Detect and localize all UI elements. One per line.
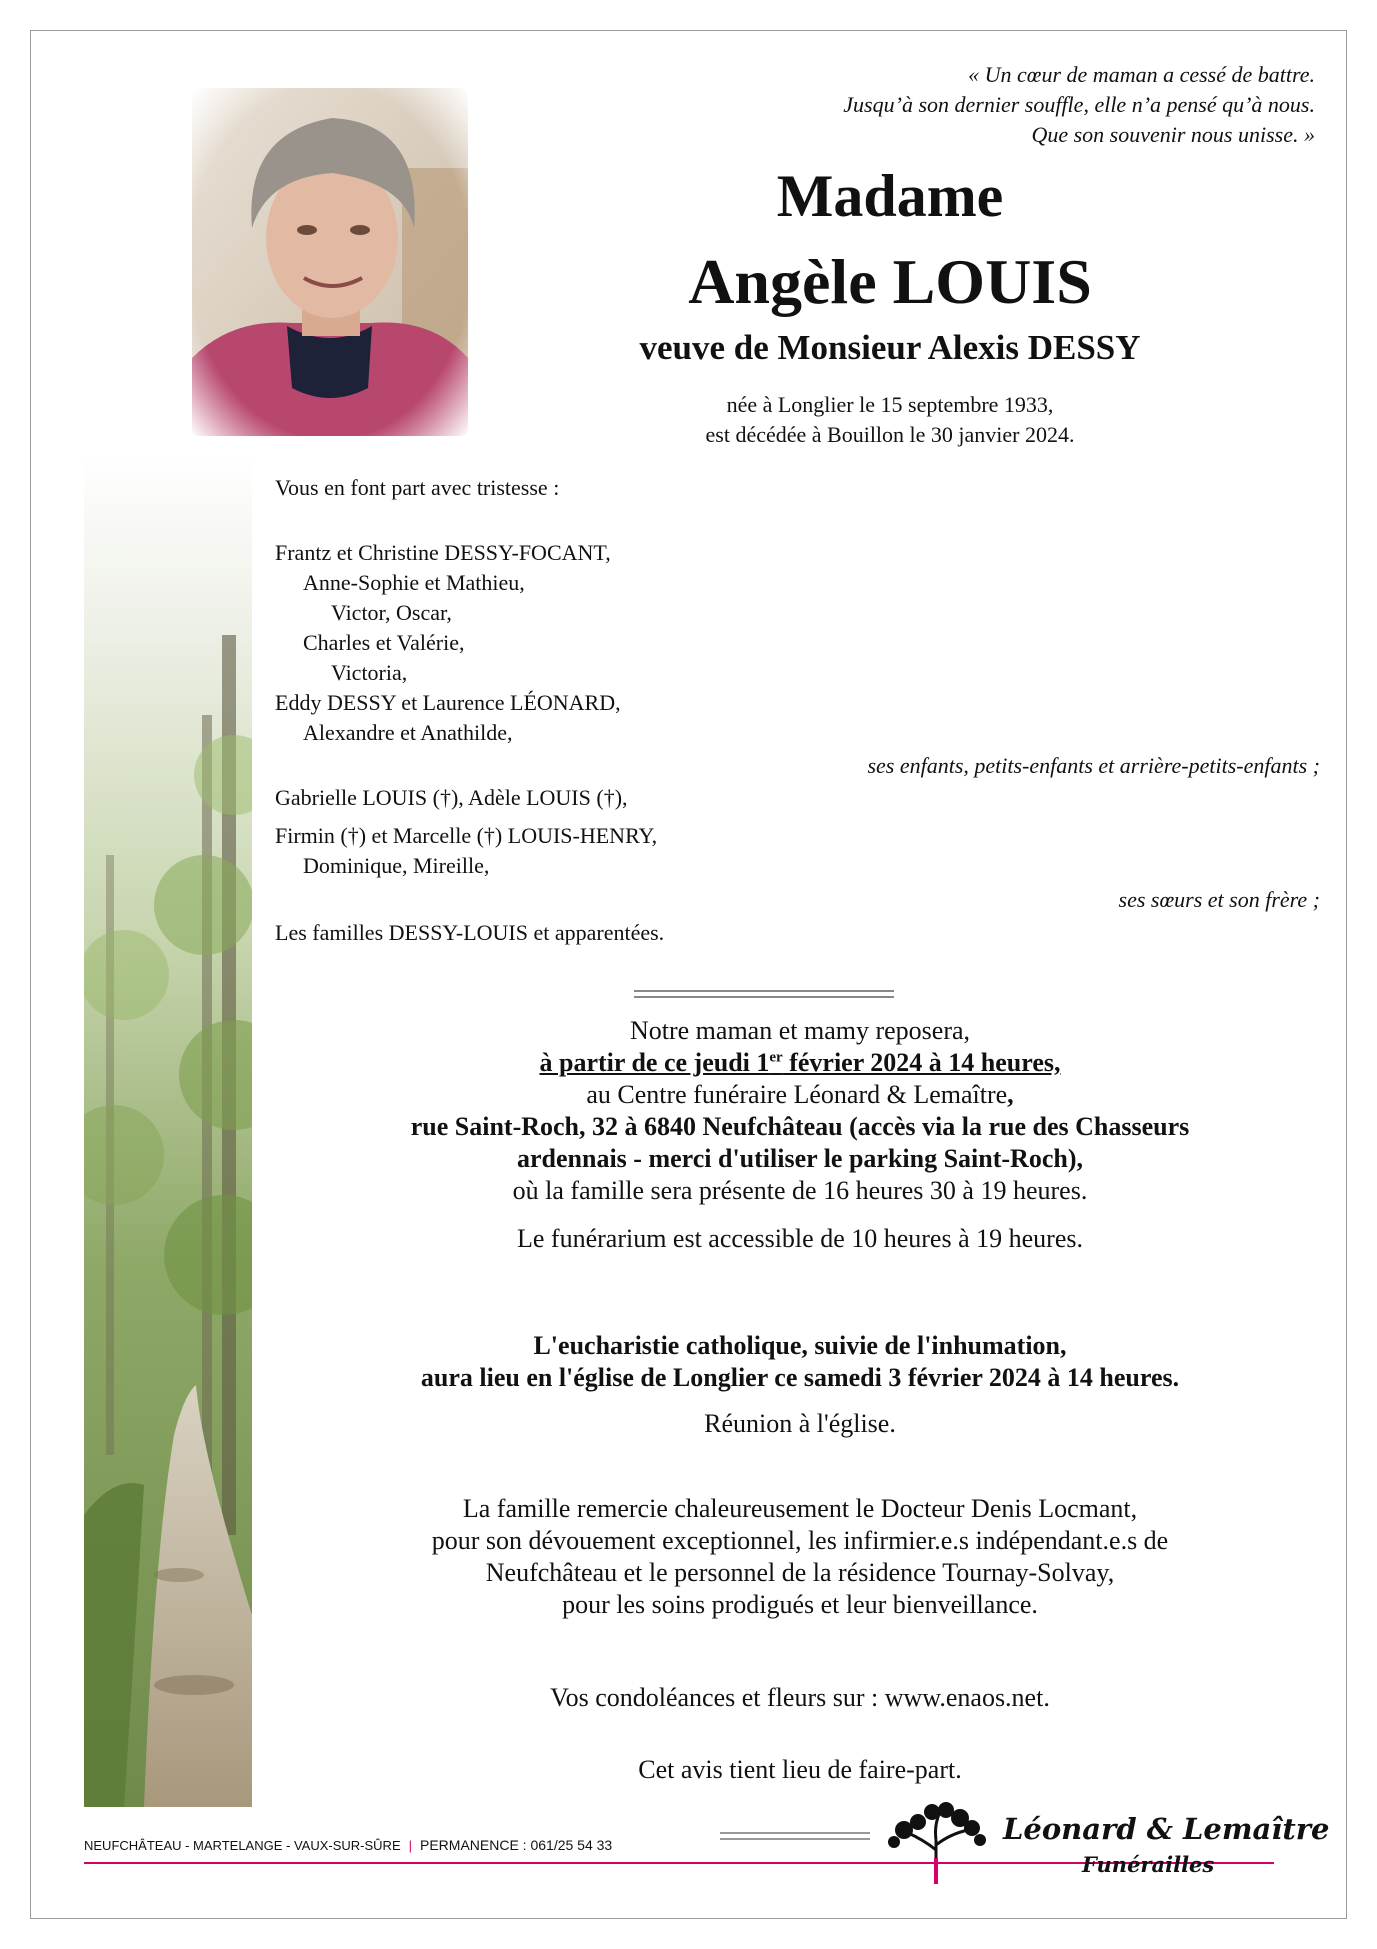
family-member: Firmin (†) et Marcelle (†) LOUIS-HENRY, (275, 823, 658, 848)
visitation-place (260, 1079, 1340, 1111)
widow-of: veuve de Monsieur Alexis DESSY (639, 328, 1141, 367)
visitation-place-text: au Centre funéraire Léonard & Lemaître (586, 1080, 1008, 1109)
brand-subtitle: Funérailles (1082, 1852, 1215, 1877)
life-dates (560, 390, 1220, 450)
siblings-caption: ses sœurs et son frère ; (1118, 887, 1320, 912)
condolences-line: Vos condoléances et fleurs sur : www.enaos.net. (550, 1683, 1050, 1712)
visitation-intro: Notre maman et mamy reposera, (629, 1016, 971, 1045)
family-member: Anne-Sophie et Mathieu, (303, 570, 525, 595)
tree-logo-icon (884, 1800, 990, 1891)
visitation-place-comma: , (1007, 1080, 1014, 1109)
forest-path-image (84, 455, 252, 1807)
divider-line (634, 990, 894, 992)
footer-separator: | (408, 1838, 412, 1853)
thanks-line: La famille remercie chaleureusement le Docteur Denis Locmant, (462, 1494, 1138, 1523)
family-member: Victor, Oscar, (331, 600, 452, 625)
divider-line (634, 996, 894, 998)
deceased-name: Angèle LOUIS (688, 246, 1092, 317)
ceremony-block (260, 1330, 1340, 1440)
family-member: Charles et Valérie, (303, 630, 465, 655)
footer-divider (720, 1838, 870, 1840)
visitation-date-sup: er (769, 1049, 783, 1066)
other-families: Les familles DESSY-LOUIS et apparentées. (275, 920, 665, 945)
footer-locations: NEUFCHÂTEAU - MARTELANGE - VAUX-SUR-SÛRE (84, 1838, 401, 1853)
visitation-presence: où la famille sera présente de 16 heures 30 à 19 heures. (512, 1176, 1088, 1205)
family-intro: Vous en font part avec tristesse : (275, 475, 560, 500)
meeting-note: Réunion à l'église. (704, 1409, 896, 1438)
footer-divider (720, 1832, 870, 1834)
quote-line: « Un cœur de maman a cessé de battre. (968, 62, 1315, 87)
family-member: Frantz et Christine DESSY-FOCANT, (275, 540, 611, 565)
family-member: Gabrielle LOUIS (†), Adèle LOUIS (†), (275, 785, 628, 810)
thanks-block (260, 1493, 1340, 1621)
notice-line: Cet avis tient lieu de faire-part. (638, 1755, 962, 1784)
thanks-line: pour son dévouement exceptionnel, les infirmier.e.s indépendant.e.s de (431, 1526, 1169, 1555)
quote-line: Jusqu’à son dernier souffle, elle n’a pensé qu’à nous. (843, 92, 1315, 117)
children-caption: ses enfants, petits-enfants et arrière-petits-enfants ; (867, 753, 1320, 778)
ceremony-line: aura lieu en l'église de Longlier ce samedi 3 février 2024 à 14 heures. (420, 1363, 1180, 1392)
family-member: Alexandre et Anathilde, (303, 720, 513, 745)
visitation-date-prefix: à partir de ce jeudi 1 (539, 1048, 770, 1077)
epitaph-quote (843, 60, 1315, 150)
visitation-date (260, 1047, 1340, 1079)
quote-line: Que son souvenir nous unisse. » (1031, 122, 1315, 147)
footer-contact (84, 1837, 612, 1853)
visitation-address: rue Saint-Roch, 32 à 6840 Neufchâteau (accès via la rue des Chasseurs (410, 1112, 1190, 1141)
visitation-address: ardennais - merci d'utiliser le parking Saint-Roch), (517, 1144, 1083, 1173)
family-member: Victoria, (331, 660, 408, 685)
footer-permanence: PERMANENCE : 061/25 54 33 (420, 1837, 613, 1853)
thanks-line: Neufchâteau et le personnel de la résidence Tournay-Solvay, (485, 1558, 1115, 1587)
funerarium-hours: Le funérarium est accessible de 10 heures à 19 heures. (517, 1224, 1083, 1253)
family-member: Dominique, Mireille, (303, 853, 490, 878)
family-member: Eddy DESSY et Laurence LÉONARD, (275, 690, 621, 715)
visitation-block (260, 1015, 1340, 1255)
death-line: est décédée à Bouillon le 30 janvier 2024. (705, 422, 1075, 447)
honorific-title: Madame (776, 163, 1004, 229)
ceremony-line: L'eucharistie catholique, suivie de l'inhumation, (533, 1331, 1067, 1360)
birth-line: née à Longlier le 15 septembre 1933, (726, 392, 1054, 417)
visitation-date-suffix: février 2024 à 14 heures, (782, 1048, 1061, 1077)
portrait-photo (192, 88, 468, 436)
brand-name: Léonard & Lemaître (1003, 1812, 1330, 1846)
thanks-line: pour les soins prodigués et leur bienveillance. (562, 1590, 1038, 1619)
